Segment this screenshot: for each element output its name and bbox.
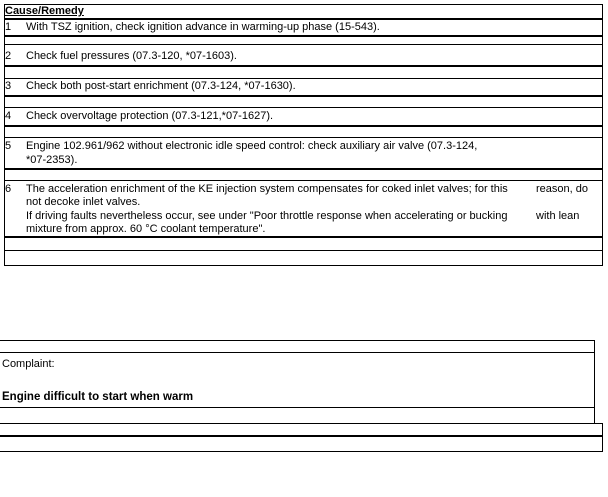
- row-1-text: With TSZ ignition, check ignition advance in warming-up phase (15-543).: [26, 21, 380, 33]
- row-6-text-line-4: mixture from approx. 60 °C coolant temperature".: [26, 223, 266, 235]
- complaint-top-border: [0, 340, 594, 341]
- row-6-overflow-1: reason, do: [536, 183, 588, 195]
- row-divider: [4, 78, 602, 79]
- row-3-number: 3: [5, 80, 12, 92]
- row-divider: [4, 168, 602, 170]
- row-divider: [4, 180, 602, 181]
- row-divider: [4, 107, 602, 108]
- row-6-number: 6: [5, 183, 12, 195]
- row-6-overflow-2: with lean: [536, 210, 580, 222]
- row-divider: [4, 250, 602, 251]
- complaint-divider: [0, 407, 594, 408]
- table-header-title: Cause/Remedy: [5, 5, 84, 17]
- table-top-border: [4, 4, 602, 5]
- row-5-text-line-1: Engine 102.961/962 without electronic idle speed control: check auxiliary air valve (07.3-124,: [26, 140, 478, 152]
- row-4-text: Check overvoltage protection (07.3-121,*07-1627).: [26, 110, 274, 122]
- row-3-text: Check both post-start enrichment (07.3-124, *07-1630).: [26, 80, 296, 92]
- row-2-number: 2: [5, 50, 12, 62]
- row-divider: [4, 137, 602, 138]
- complaint-bottom-border: [0, 423, 602, 424]
- row-1-number: 1: [5, 21, 12, 33]
- row-divider: [4, 35, 602, 37]
- row-2-text: Check fuel pressures (07.3-120, *07-1603).: [26, 50, 237, 62]
- row-5-number: 5: [5, 140, 12, 152]
- complaint-section: [0, 338, 608, 458]
- row-4-number: 4: [5, 110, 12, 122]
- row-divider: [4, 65, 602, 67]
- complaint-label: Complaint:: [2, 358, 55, 370]
- complaint-divider: [0, 435, 602, 437]
- row-5-text-line-2: *07-2353).: [26, 154, 78, 166]
- row-6-text-line-1: The acceleration enrichment of the KE injection system compensates for coked inlet valves; for this: [26, 183, 508, 195]
- row-6-text-line-3: If driving faults nevertheless occur, see under "Poor throttle response when accelerating or bucking: [26, 210, 508, 222]
- row-divider: [4, 125, 602, 127]
- row-divider: [4, 236, 602, 238]
- row-divider: [4, 95, 602, 97]
- header-divider: [4, 18, 602, 20]
- complaint-title: Engine difficult to start when warm: [2, 391, 194, 403]
- complaint-right-border: [594, 340, 595, 424]
- complaint-divider: [0, 352, 594, 353]
- complaint-outer-right-border: [602, 423, 603, 452]
- row-divider: [4, 44, 602, 45]
- table-bottom-border: [4, 265, 602, 266]
- complaint-final-border: [0, 451, 602, 452]
- row-6-text-line-2: not decoke inlet valves.: [26, 196, 141, 208]
- table-right-border: [602, 4, 603, 266]
